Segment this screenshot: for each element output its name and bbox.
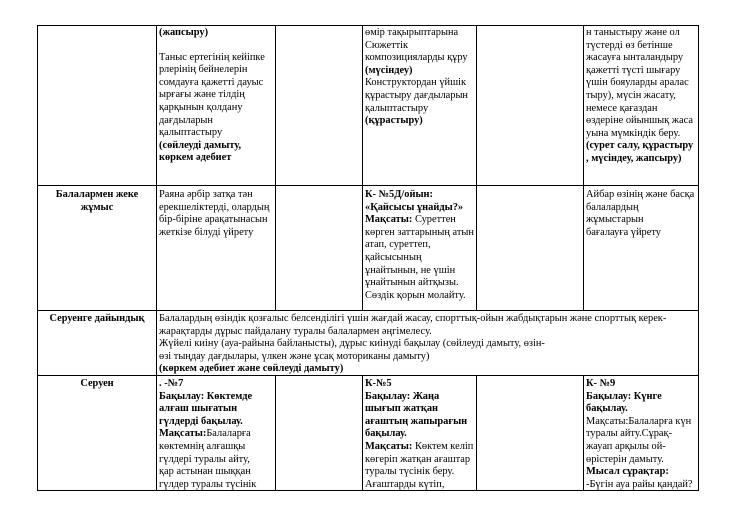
row1-cell5-footer: (сурет салу, құрастыру , мүсіндеу, жапсыру) [586,140,694,164]
row4-cell3-goal-text: Көктем келіп көгеріп жатқан ағаштар туралы түсінік беру. Ағаштарды күтіп, [365,440,474,490]
table-row-divider-1 [37,185,699,186]
row2-cell-5 [586,189,698,307]
row3-line3: Жүйелі киіну (ауа-райына байланысты), дұрыс киінуді бақылау (сөйлеуді дамыту, өзін- [159,338,545,350]
row1-cell1-footer: (сөйлеуді дамыту, көркем әдебиет [159,139,242,164]
row2-cell-3 [365,189,475,309]
row2-cell1-text: Раяна әрбір затқа тән ерекшеліктерді, олардың бір-біріне арақатынасын жеткізе білуді үйрету [159,189,270,238]
row4-cell1-goal [159,428,275,490]
row1-cell1-heading: (жапсыру) [159,27,209,38]
row3-line1: Балалардың өзіндік қозғалыс белсенділігі үшін жағдай жасау, спорттық-ойын жабдықтарын және спорттық керек- [159,313,667,324]
row2-cell5-text: Айбар өзінің және басқа балалардың жұмыстарын бағалауға үйрету [586,189,695,238]
row1-cell3-body: өмір тақырыптарына Сюжеттік композицияларды құру [365,27,468,64]
row3-label-text: Серуенге дайындық [49,313,145,324]
row4-cell-5 [586,378,698,490]
row4-cell5-title: Бақылау: Күнге бақылау. [586,390,662,415]
row4-cell3-goal-label: Мақсаты: [365,440,413,452]
row4-cell-3 [365,378,475,490]
row2-cell3-goal-label: Мақсаты: [365,214,413,226]
row1-activity-cell-5 [586,27,698,184]
row2-cell3-goal [365,214,475,302]
row4-cell5-goal-text: Балаларға күн туралы айту.Сұрақ- жауап арқылы ой- өрістерін дамыту. [586,415,692,465]
row4-cell-1 [159,378,275,490]
table-col-divider-1 [156,25,157,310]
table-col-divider-3b [362,375,363,491]
row3-label [38,313,156,329]
row2-label [38,189,156,229]
table-col-divider-2 [275,25,276,310]
table-col-divider-2b [275,375,276,491]
table-border-top [37,25,699,26]
row4-cell5-num: К- №9 [586,378,616,389]
row4-cell1-title: Бақылау: Көктемде алғаш шығатын гүлдерді бақылау. [159,390,253,427]
row3-content [159,313,697,374]
table-row-divider-3 [37,375,699,376]
table-col-divider-4 [476,25,477,310]
table-col-divider-5 [583,25,584,310]
row1-activity-cell-3 [365,27,475,184]
row3-line4: өзі тыңдау дағдылары, үлкен және ұсақ моториканы дамыту) [159,350,430,362]
table-border-bottom [37,490,699,491]
row1-cell3-tag1: (мүсіндеу) [365,64,413,76]
row1-cell5-body: н таныстыру және ол түстерді өз бетінше жасауға ынталандыру қажетті түсті шығару үшін бояуларды аралас тыру), мүсін жасату, немесе қағаздан өздеріне ойыншық жаса уына мүмкіндік беру. [586,27,693,139]
row2-label-text: Балалармен жеке жұмыс [55,189,139,213]
table-col-divider-3 [362,25,363,310]
row2-cell3-title: К- №5Д/ойын: «Қайсысы ұнайды?» [365,189,464,213]
row4-label-text: Серуен [80,378,114,389]
row4-cell5-goal-label: Мақсаты: [586,415,629,427]
table-row-divider-2 [37,310,699,311]
table-border-left [37,25,38,491]
table-col-divider-4b [476,375,477,491]
row4-cell1-goal-label: Мақсаты: [159,428,207,440]
table-col-divider-1b [156,310,157,491]
table-col-divider-5b [583,375,584,491]
row4-cell5-q: -Бүгін ауа райы қандай? [586,478,693,490]
table-border-right [698,25,699,491]
row4-label [38,378,156,394]
row4-cell1-goal-text: Балаларға көктемнің алғашқы гүлдері туралы айту, қар астынан шыққан гүлдер туралы түсінік [159,428,257,490]
row3-line2: жарақтарды дұрыс пайдалану туралы балалармен әңгімелесу. [159,325,432,337]
row4-cell3-title: Бақылау: Жаңа шығып жатқан ағаштың жапырағын бақылау. [365,390,468,440]
row2-cell3-goal-text: Суреттен көрген заттарының атын атап, суреттеп, қайсысының ұнайтынын, не үшін ұнайтынын айтқызы. Сөздік қорын молайту. [365,214,474,301]
row4-cell3-goal [365,441,475,490]
row3-line5: (көркем әдебиет және сөйлеуді дамыту) [159,363,344,374]
row4-cell5-q-label: Мысал сұрақтар: [586,466,669,478]
row1-cell3-body2: Конструктордан үйшік құрастыру дағдыларын қалыптастыру [365,77,468,114]
row4-cell3-num: К-№5 [365,378,392,389]
row4-cell1-num: . -№7 [159,378,184,389]
row1-cell1-body: Таныс ертегінің кейіпке рлерінің бейнелерін сомдауға қажетті дауыс ырғағы және тілдің қарқынын қолдану дағдыларын қалыптастыру [159,51,265,139]
row1-cell3-tag2: (құрастыру) [365,115,423,127]
row2-cell-1 [159,189,275,307]
row1-activity-cell-1 [159,27,275,184]
row4-cell5-goal [586,416,698,466]
